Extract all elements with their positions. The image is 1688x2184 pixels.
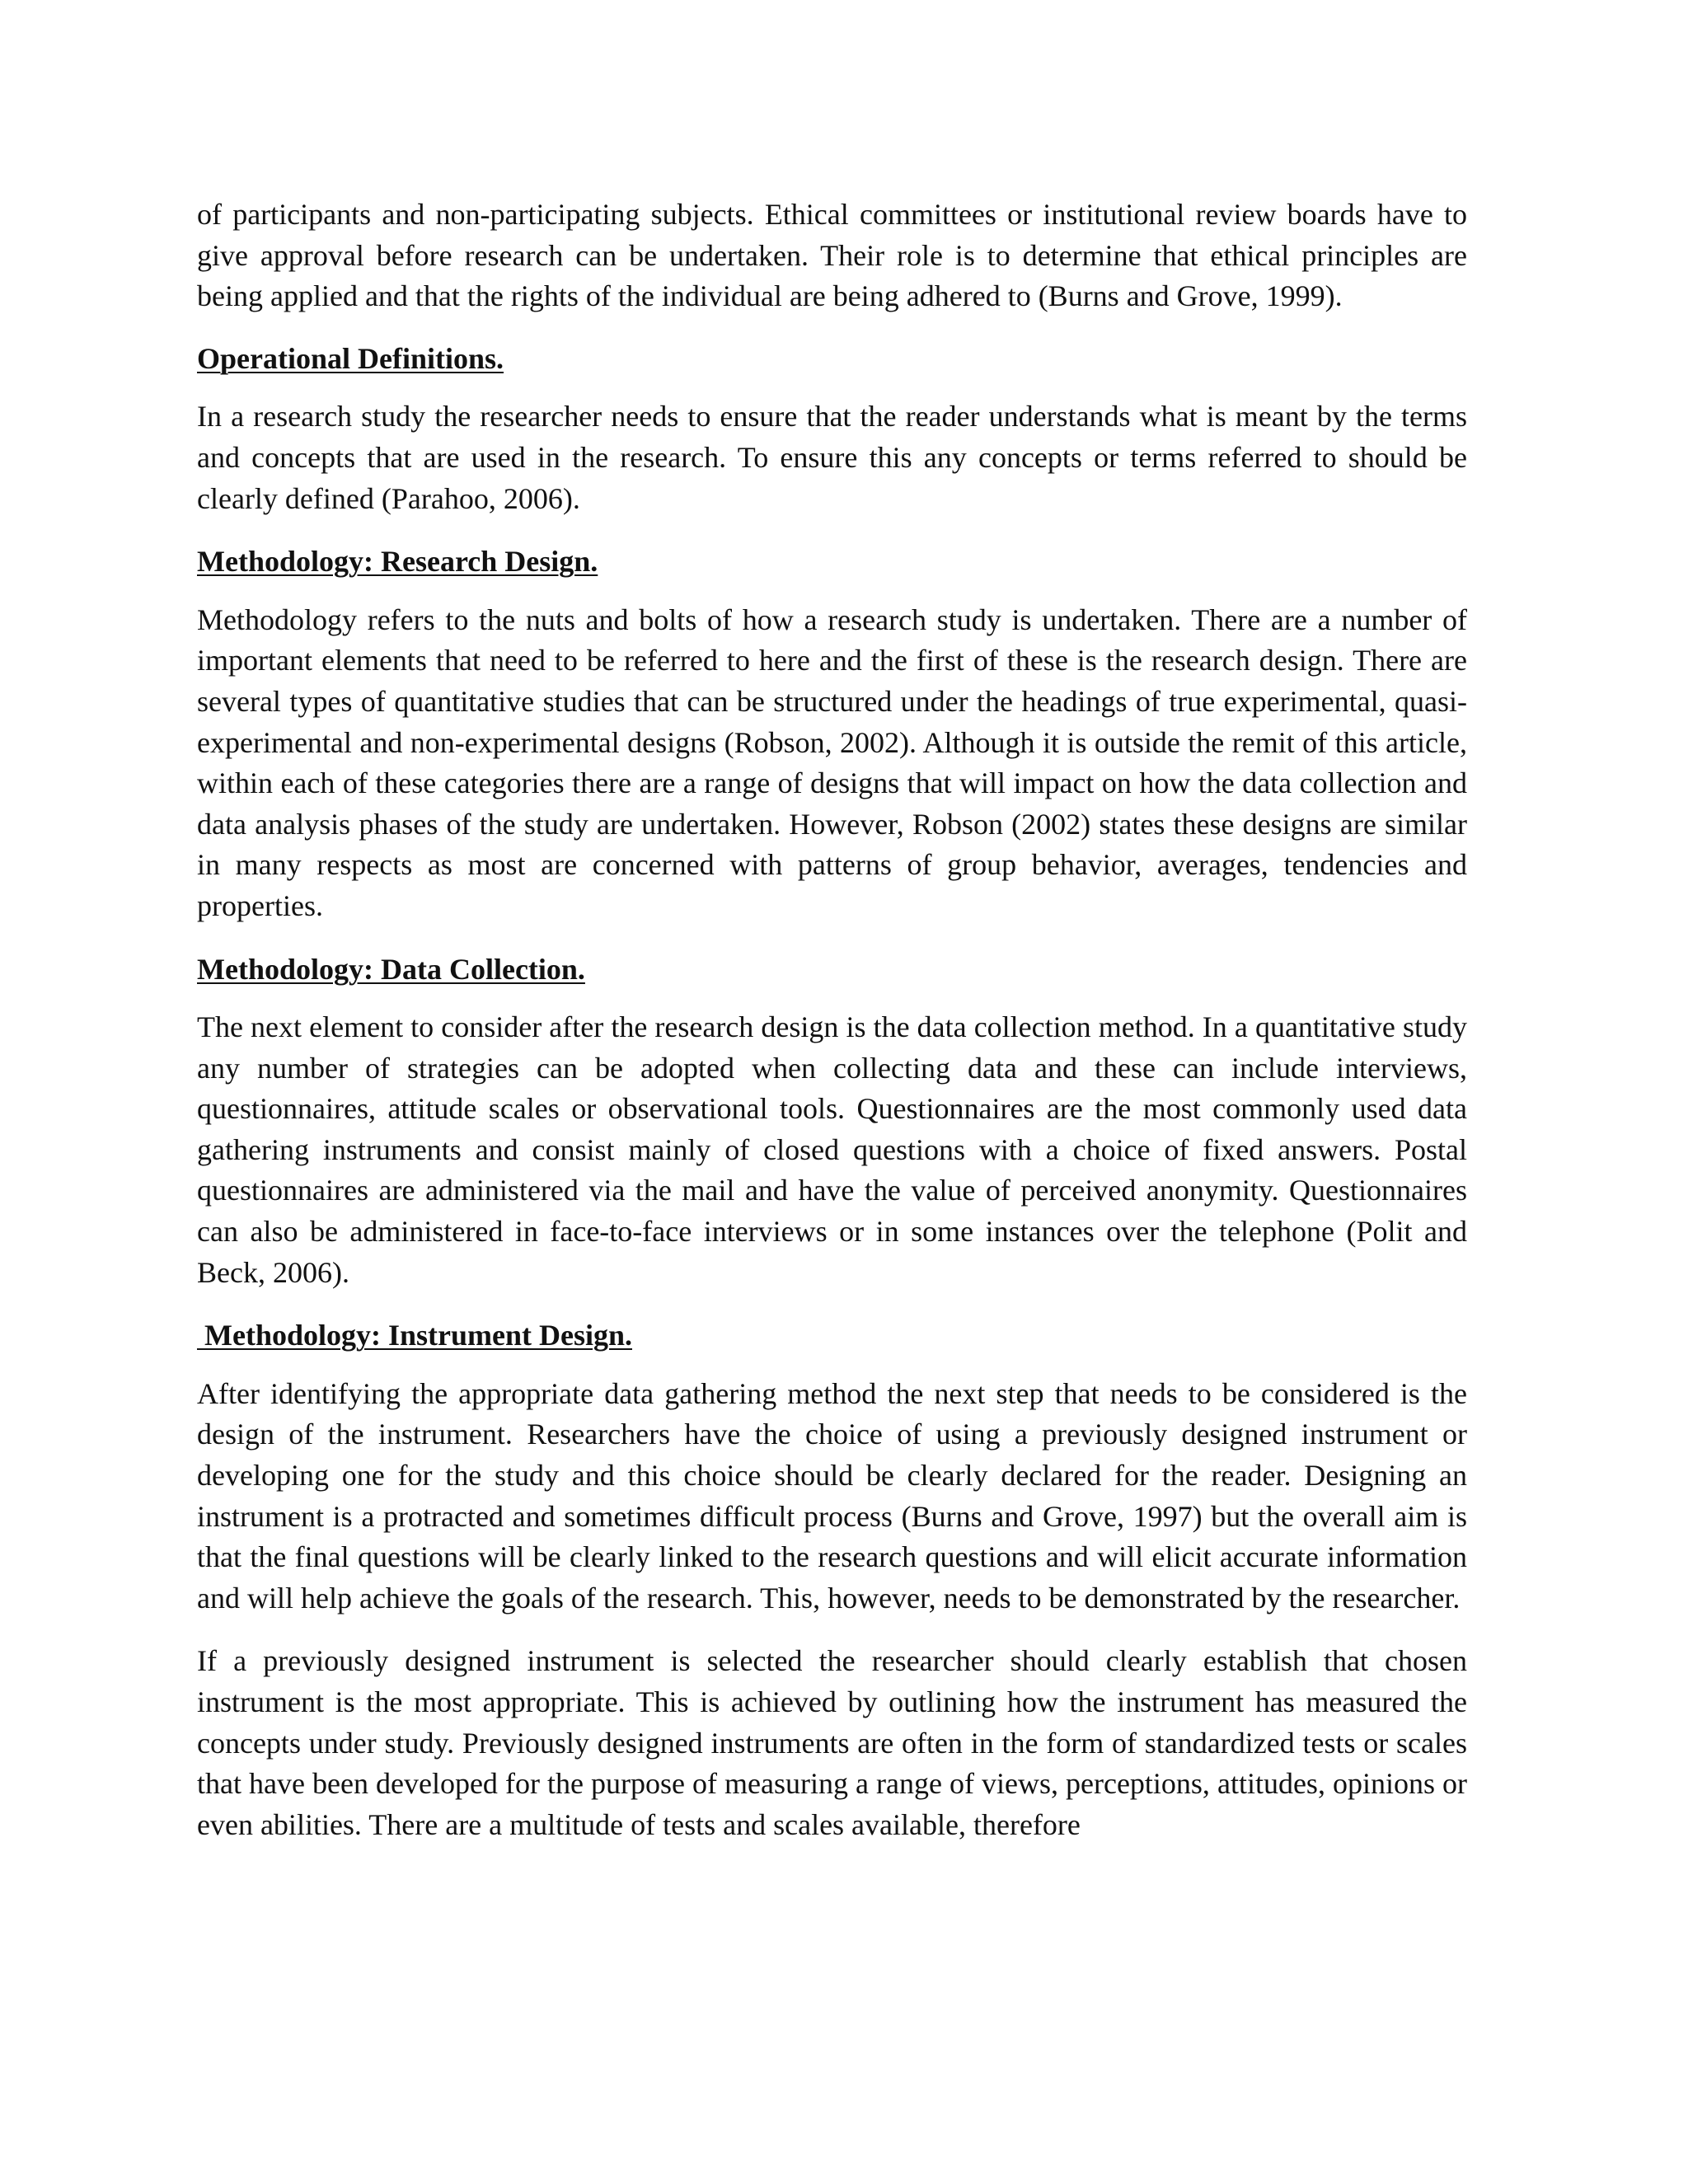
paragraph-research-design: Methodology refers to the nuts and bolts of how a research study is undertaken. There are a number of important elements that need to be referred to here and the first of these is the research design. There are several types of quantitative studies that can be structured under the headings of true experimental, quasi-experimental and non-experimental designs (Robson, 2002). Although it is outside the remit of this article, within each of these categories there are a range of designs that will impact on how the data collection and data analysis phases of the study are undertaken. However, Robson (2002) states these designs are similar in many respects as most are concerned with patterns of group behavior, averages, tendencies and properties. — [197, 602, 1467, 922]
paragraph-ethics-continued: of participants and non-participating subjects. Ethical committees or institutional review boards have to give approval before research can be undertaken. Their role is to determine that ethical principles are being applied and that the rights of the individual are being adhered to (Burns and Grove, 1999). — [197, 198, 1467, 313]
heading-instrument-design: Methodology: Instrument Design. — [197, 1319, 632, 1352]
paragraph-data-collection: The next element to consider after the research design is the data collection method. In a quantitative study any number of strategies can be adopted when collecting data and these can include interviews, questionnaires, attitude scales or observational tools. Questionnaires are the most commonly used data gathering instruments and consist mainly of closed questions with a choice of fixed answers. Postal questionnaires are administered via the mail and have the value of perceived anonymity. Questionnaires can also be administered in face-to-face interviews or in some instances over the telephone (Polit and Beck, 2006). — [197, 1010, 1467, 1289]
heading-data-collection: Methodology: Data Collection. — [197, 952, 585, 986]
document-body — [197, 194, 1467, 1868]
paragraph-instrument-design: After identifying the appropriate data gathering method the next step that needs to be considered is the design of the instrument. Researchers have the choice of using a previously designed instrument or developing one for the study and this choice should be clearly declared for the reader. Designing an instrument is a protracted and sometimes difficult process (Burns and Grove, 1997) but the overall aim is that the final questions will be clearly linked to the research questions and will elicit accurate information and will help achieve the goals of the research. This, however, needs to be demonstrated by the researcher. — [197, 1376, 1467, 1615]
paragraph-operational-definitions: In a research study the researcher needs to ensure that the reader understands what is meant by the terms and concepts that are used in the research. To ensure this any concepts or terms referred to should be clearly defined (Parahoo, 2006). — [197, 400, 1467, 515]
heading-operational-definitions: Operational Definitions. — [197, 341, 504, 375]
heading-research-design: Methodology: Research Design. — [197, 545, 598, 579]
paragraph-previously-designed-instrument: If a previously designed instrument is selected the researcher should clearly establish that chosen instrument is the most appropriate. This is achieved by outlining how the instrument has measured the concepts under study. Previously designed instruments are often in the form of standardized tests or scales that have been developed for the purpose of measuring a range of views, perceptions, attitudes, opinions or even abilities. There are a multitude of tests and scales available, therefore — [197, 1644, 1467, 1841]
